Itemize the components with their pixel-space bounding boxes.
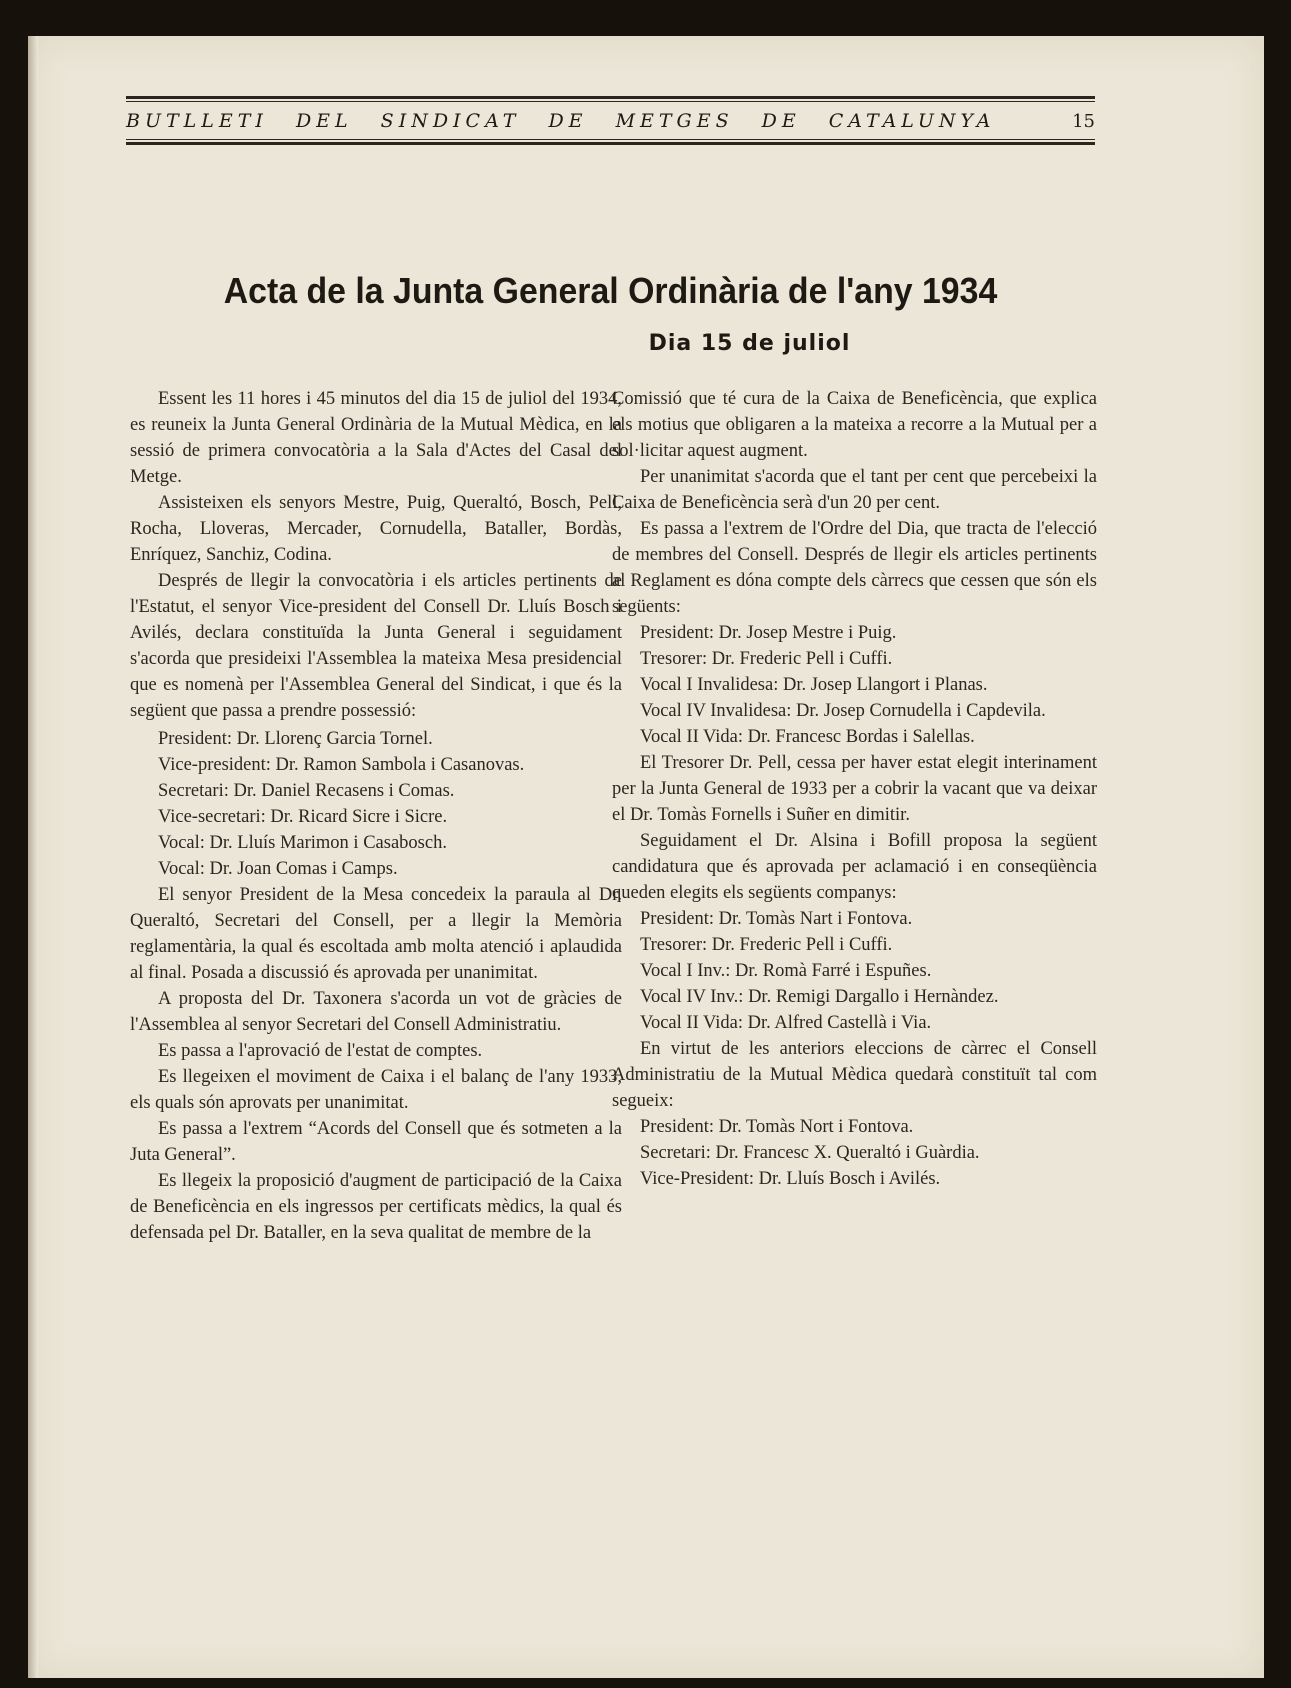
- paragraph: El Tresorer Dr. Pell, cessa per haver estat elegit interinament per la Junta General de 1933 per a cobrir la vacant que va deixar el Dr. Tomàs Fornells i Suñer en dimitir.: [612, 753, 1097, 825]
- list-item: Vice-President: Dr. Lluís Bosch i Avilés.: [640, 1169, 941, 1189]
- list-item: Vocal IV Invalidesa: Dr. Josep Cornudella i Capdevila.: [640, 701, 1046, 721]
- paragraph: Es passa a l'aprovació de l'estat de comptes.: [158, 1041, 483, 1061]
- running-head-word: DE: [548, 110, 588, 132]
- officers-list: [130, 726, 622, 882]
- list-item: President: Dr. Tomàs Nort i Fontova.: [640, 1117, 914, 1137]
- list-item: Vocal IV Inv.: Dr. Remigi Dargallo i Hernàndez.: [640, 987, 999, 1007]
- list-item: Vocal II Vida: Dr. Francesc Bordas i Salellas.: [640, 727, 975, 747]
- page-spine-shadow: [28, 36, 38, 1678]
- right-column: [612, 386, 1097, 1192]
- ceasing-officers-list: [612, 620, 1097, 750]
- paragraph: Es passa a l'extrem de l'Ordre del Dia, que tracta de l'elecció de membres del Consell. Després de llegir els articles pertinents al Reglament es dóna compte dels càrrecs que cessen que són els següents:: [612, 519, 1097, 617]
- list-item: Vocal I Inv.: Dr. Romà Farré i Espuñes.: [640, 961, 932, 981]
- list-item: Vice-secretari: Dr. Ricard Sicre i Sicre.: [158, 807, 448, 827]
- paragraph: Per unanimitat s'acorda que el tant per cent que percebeixi la Caixa de Beneficència serà d'un 20 per cent.: [612, 467, 1097, 513]
- list-item: Vice-president: Dr. Ramon Sambola i Casanovas.: [158, 755, 525, 775]
- list-item: President: Dr. Tomàs Nart i Fontova.: [640, 909, 913, 929]
- paragraph: Es llegeixen el moviment de Caixa i el balanç de l'any 1933, els quals són aprovats per unanimitat.: [130, 1067, 622, 1113]
- list-item: Secretari: Dr. Francesc X. Queraltó i Guàrdia.: [640, 1143, 980, 1163]
- article-title: Acta de la Junta General Ordinària de l'any 1934: [223, 270, 998, 311]
- header-rule-top: [126, 96, 1095, 99]
- list-item: President: Dr. Josep Mestre i Puig.: [640, 623, 897, 643]
- running-head-word: CATALUNYA: [828, 110, 996, 132]
- list-item: Tresorer: Dr. Frederic Pell i Cuffi.: [640, 935, 893, 955]
- paragraph: Es llegeix la proposició d'augment de participació de la Caixa de Beneficència en els ingressos per certificats mèdics, la qual és defensada pel Dr. Bataller, en la seva qualitat de membre de la: [130, 1171, 622, 1243]
- paragraph: Després de llegir la convocatòria i els articles pertinents de l'Estatut, el senyor Vice-president del Consell Dr. Lluís Bosch i Avilés, declara constituïda la Junta General i seguidament s'acorda que presideixi l'Assemblea la mateixa Mesa presidencial que es nomenà per l'Assemblea General del Sindicat, i que és la següent que passa a prendre possessió:: [130, 571, 622, 721]
- paragraph: A proposta del Dr. Taxonera s'acorda un vot de gràcies de l'Assemblea al senyor Secretari del Consell Administratiu.: [130, 989, 622, 1035]
- paragraph: Assisteixen els senyors Mestre, Puig, Queraltó, Bosch, Pell, Rocha, Lloveras, Mercader, Cornudella, Bataller, Bordàs, Enríquez, Sanchiz, Codina.: [130, 493, 622, 565]
- council-list: [612, 1114, 1097, 1192]
- page-number: 15: [1072, 110, 1095, 132]
- left-column: [130, 386, 622, 1246]
- running-head-word: DE: [761, 110, 801, 132]
- elected-officers-list: [612, 906, 1097, 1036]
- article-subtitle: Dia 15 de juliol: [648, 331, 851, 356]
- running-head-word: DEL: [295, 110, 353, 132]
- paragraph: En virtut de les anteriors eleccions de càrrec el Consell Administratiu de la Mutual Mèdica quedarà constituït tal com segueix:: [612, 1039, 1097, 1111]
- running-head-title: [126, 110, 995, 132]
- paragraph: Es passa a l'extrem “Acords del Consell que és sotmeten a la Juta General”.: [130, 1119, 622, 1165]
- header-rule-bottom: [126, 142, 1095, 145]
- list-item: Vocal: Dr. Lluís Marimon i Casabosch.: [158, 833, 447, 853]
- header-rule-top-thin: [126, 101, 1095, 102]
- list-item: Vocal II Vida: Dr. Alfred Castellà i Via.: [640, 1013, 932, 1033]
- header-rule-bottom-thin: [126, 139, 1095, 140]
- running-head-word: SINDICAT: [380, 110, 521, 132]
- paragraph: El senyor President de la Mesa concedeix la paraula al Dr. Queraltó, Secretari del Consell, per a llegir la Memòria reglamentària, la qual és escoltada amb molta atenció i aplaudida al final. Posada a discussió és aprovada per unanimitat.: [130, 885, 622, 983]
- list-item: Secretari: Dr. Daniel Recasens i Comas.: [158, 781, 455, 801]
- running-head-word: METGES: [615, 110, 734, 132]
- list-item: Vocal I Invalidesa: Dr. Josep Llangort i Planas.: [640, 675, 988, 695]
- paragraph: Essent les 11 hores i 45 minutos del dia 15 de juliol del 1934, es reuneix la Junta General Ordinària de la Mutual Mèdica, en la sessió de primera convocatòria a la Sala d'Actes del Casal del Metge.: [130, 389, 622, 487]
- running-head: [126, 105, 1095, 137]
- list-item: Vocal: Dr. Joan Comas i Camps.: [158, 859, 398, 879]
- list-item: Tresorer: Dr. Frederic Pell i Cuffi.: [640, 649, 893, 669]
- list-item: President: Dr. Llorenç Garcia Tornel.: [158, 729, 433, 749]
- paragraph: Comissió que té cura de la Caixa de Beneficència, que explica els motius que obligaren a la mateixa a recorre a la Mutual per a sol·licitar aquest augment.: [612, 389, 1097, 461]
- running-head-word: BUTLLETI: [126, 110, 268, 132]
- paragraph: Seguidament el Dr. Alsina i Bofill proposa la següent candidatura que és aprovada per aclamació i en conseqüència queden elegits els següents companys:: [612, 831, 1097, 903]
